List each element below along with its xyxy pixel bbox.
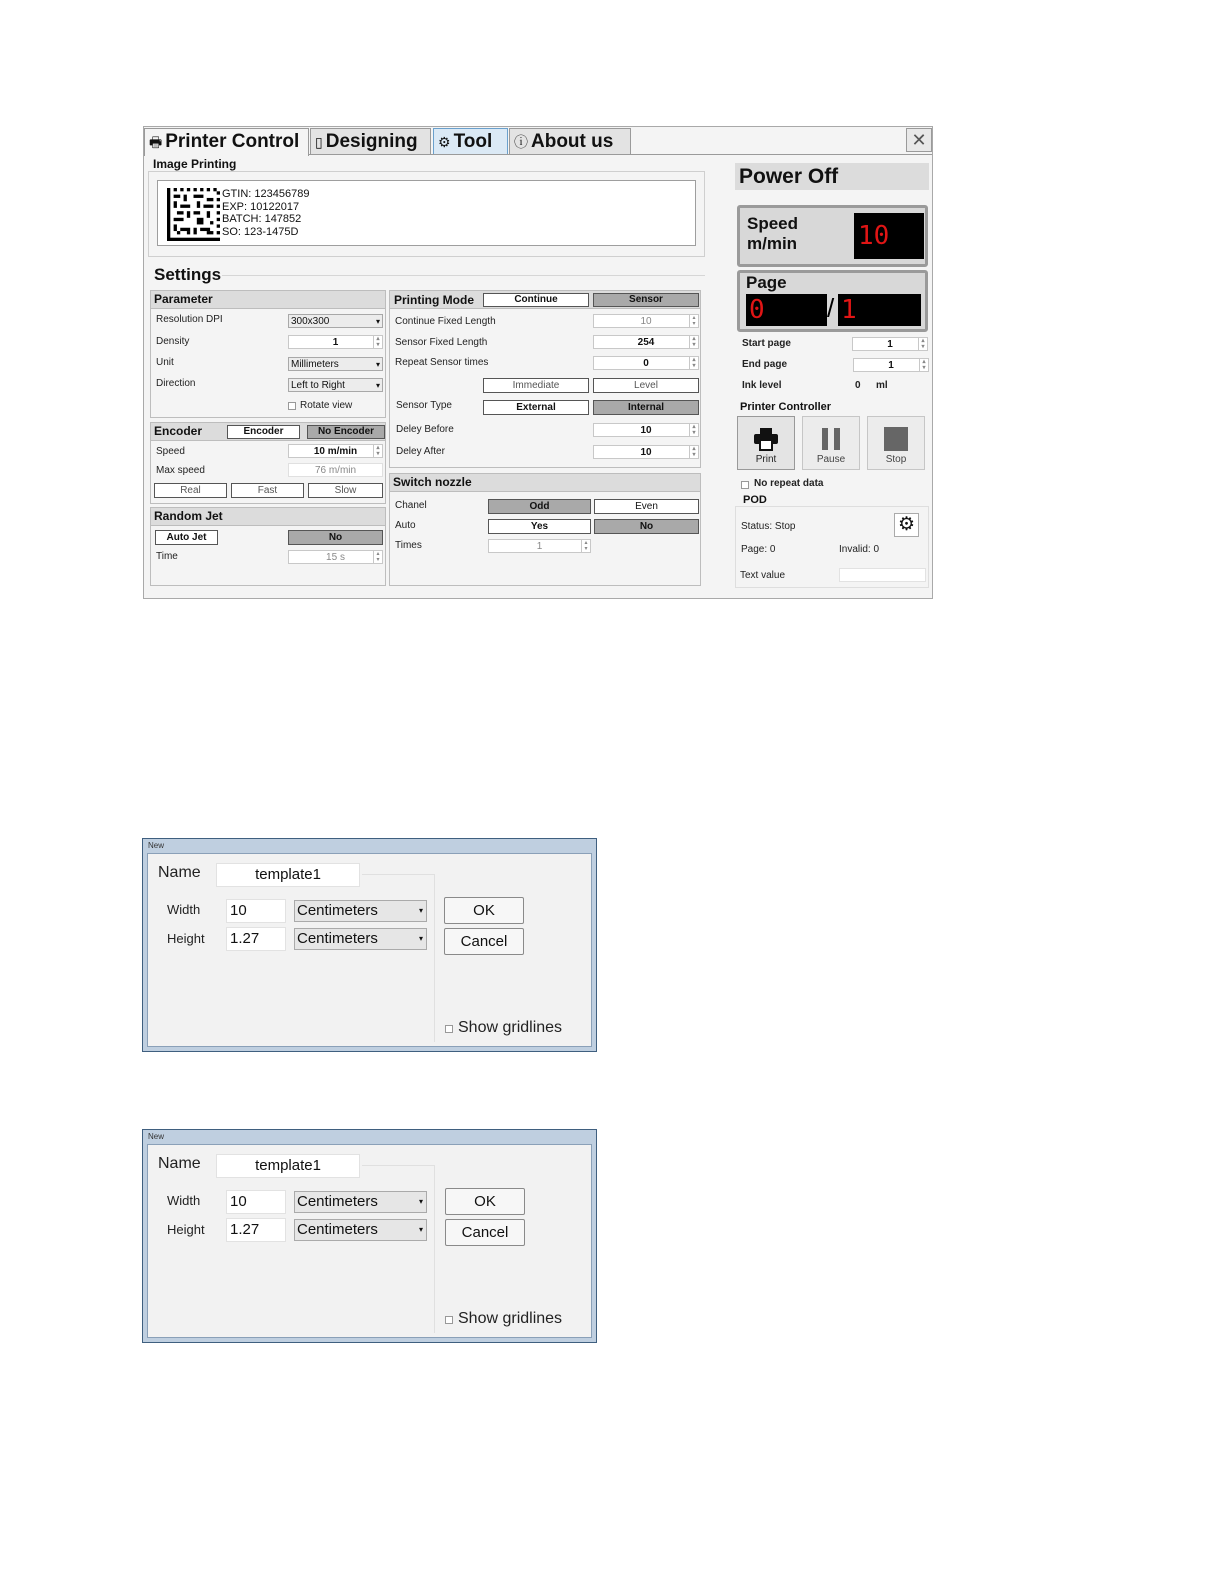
tab-bar (144, 127, 932, 155)
level-button[interactable]: Level (593, 378, 699, 393)
end-page-stepper[interactable] (853, 358, 929, 372)
odd-button[interactable]: Odd (488, 499, 591, 514)
repeat-sensor-times-value: 0 (643, 358, 649, 369)
end-page-label: End page (742, 359, 788, 370)
density-label: Density (156, 336, 190, 347)
pod-title: POD (743, 494, 767, 506)
sensor-fixed-length-value: 254 (637, 337, 655, 348)
repeat-sensor-times-label: Repeat Sensor times (395, 357, 489, 368)
width-input[interactable]: 10 (226, 1190, 286, 1214)
width-unit-select[interactable] (294, 1191, 427, 1213)
speed-display-label (747, 214, 798, 254)
printer-controller-title: Printer Controller (740, 401, 832, 413)
switch-nozzle-group (389, 473, 701, 586)
sensor-fixed-length-label: Sensor Fixed Length (395, 337, 488, 348)
delay-after-label: Deley After (396, 446, 445, 457)
parameter-group (150, 290, 386, 418)
pause-label: Pause (816, 454, 846, 465)
image-printing-title: Image Printing (153, 157, 237, 171)
sensor-type-label: Sensor Type (396, 400, 452, 411)
name-input[interactable]: template1 (216, 1154, 360, 1178)
close-button[interactable] (906, 128, 932, 152)
gears-icon: ⚙ (438, 134, 451, 150)
spinner-icon[interactable]: ▴ ▾ (373, 336, 382, 348)
tab-label: Tool (453, 131, 493, 152)
auto-yes-button[interactable]: Yes (488, 519, 591, 534)
cancel-button[interactable]: Cancel (444, 928, 524, 955)
show-gridlines-label: Show gridlines (458, 1310, 563, 1327)
page-display (737, 270, 928, 332)
pod-page: Page: 0 (741, 544, 776, 555)
delay-after-stepper[interactable] (593, 445, 699, 459)
unit-select[interactable] (288, 357, 383, 371)
resolution-select[interactable] (288, 314, 383, 328)
chevron-down-icon: ▾ (418, 934, 423, 943)
repeat-sensor-times-stepper[interactable] (593, 356, 699, 370)
chevron-down-icon: ▾ (418, 1197, 423, 1206)
auto-jet-button[interactable]: Auto Jet (155, 530, 218, 545)
no-encoder-button[interactable]: No Encoder (307, 425, 385, 439)
end-page-value: 1 (888, 360, 894, 371)
chevron-down-icon: ▾ (418, 1225, 423, 1234)
ok-button[interactable]: OK (445, 1188, 525, 1215)
random-jet-group (150, 507, 386, 586)
start-page-label: Start page (742, 338, 791, 349)
text-value-label: Text value (740, 570, 786, 581)
label-line: EXP: 10122017 (222, 200, 300, 213)
label-text-block (222, 188, 309, 238)
height-unit-select[interactable] (294, 928, 427, 950)
name-label: Name (158, 1155, 201, 1172)
direction-value: Left to Right (291, 380, 345, 391)
speed-display (737, 205, 928, 267)
height-unit-value: Centimeters (297, 930, 378, 947)
spinner-icon[interactable]: ▴ ▾ (919, 359, 928, 371)
height-input[interactable]: 1.27 (226, 1218, 286, 1242)
no-repeat-data-label: No repeat data (754, 478, 824, 489)
external-button[interactable]: External (483, 400, 589, 415)
stop-button[interactable] (867, 416, 925, 470)
unit-label: Unit (156, 357, 174, 368)
delay-before-value: 10 (640, 425, 652, 436)
time-label: Time (156, 551, 178, 562)
height-label: Height (167, 1222, 205, 1237)
printing-mode-title: Printing Mode (394, 293, 474, 307)
label-line: SO: 123-1475D (222, 225, 299, 238)
pause-button[interactable] (802, 416, 860, 470)
even-button[interactable]: Even (594, 499, 699, 514)
page-separator: / (827, 293, 835, 323)
density-stepper[interactable] (288, 335, 383, 349)
auto-no-button[interactable]: No (594, 519, 699, 534)
speed-label-line: Speed (747, 214, 799, 233)
random-jet-header: Random Jet (151, 508, 385, 526)
no-jet-button[interactable]: No (288, 530, 383, 545)
start-page-value: 1 (887, 339, 893, 350)
page-total-led: 1 (838, 294, 921, 326)
dialog-divider (434, 874, 435, 1042)
tab-label: Designing (325, 131, 418, 152)
tab-designing[interactable] (310, 128, 431, 154)
page-current-led: 0 (746, 294, 827, 326)
page-display-label: Page (746, 273, 787, 292)
encoder-header: Encoder (151, 423, 385, 441)
print-preview (157, 180, 696, 246)
sensor-button[interactable]: Sensor (593, 293, 699, 307)
width-label: Width (167, 902, 201, 917)
speed-value: 10 m/min (313, 446, 358, 457)
name-label: Name (158, 864, 201, 881)
dialog-body (147, 1144, 592, 1338)
chevron-down-icon: ▾ (375, 381, 380, 390)
no-repeat-data-checkbox[interactable] (741, 481, 749, 489)
print-button[interactable] (737, 416, 795, 470)
tab-printer-control[interactable] (144, 128, 309, 156)
power-status: Power Off (735, 163, 929, 190)
pause-icon (818, 427, 844, 451)
label-line: GTIN: 123456789 (222, 188, 310, 200)
pod-settings-button[interactable] (894, 513, 919, 537)
resolution-value: 300x300 (291, 316, 330, 327)
pod-invalid: Invalid: 0 (839, 544, 880, 555)
height-label: Height (167, 931, 205, 946)
switch-nozzle-header: Switch nozzle (390, 474, 700, 492)
encoder-button[interactable]: Encoder (227, 425, 300, 439)
density-value: 1 (332, 337, 339, 348)
printing-mode-group (389, 290, 701, 468)
continue-fixed-length-stepper[interactable] (593, 314, 699, 328)
rotate-view-label: Rotate view (300, 400, 353, 411)
dialog-divider (434, 1165, 435, 1333)
times-value: 1 (536, 541, 543, 552)
height-unit-value: Centimeters (297, 1221, 378, 1238)
cancel-button[interactable]: Cancel (445, 1219, 525, 1246)
dialog-divider (362, 1165, 434, 1166)
start-page-stepper[interactable] (852, 337, 928, 351)
pod-status: Status: Stop (741, 521, 796, 532)
spinner-icon[interactable]: ▴ ▾ (373, 551, 382, 563)
immediate-button[interactable]: Immediate (483, 378, 589, 393)
time-value: 15 s (326, 552, 345, 563)
speed-stepper[interactable] (288, 444, 383, 458)
max-speed-field: 76 m/min (288, 463, 383, 477)
stop-icon (883, 427, 909, 451)
spinner-icon[interactable]: ▴ ▾ (689, 315, 698, 327)
stop-label: Stop (885, 454, 907, 465)
width-input[interactable]: 10 (226, 899, 286, 923)
spinner-icon[interactable]: ▴ ▾ (689, 446, 698, 458)
continue-fixed-length-label: Continue Fixed Length (395, 316, 496, 327)
tab-label: Printer Control (165, 131, 300, 152)
dialog-divider (362, 874, 434, 875)
direction-select[interactable] (288, 378, 383, 392)
continue-fixed-length-value: 10 (640, 316, 652, 327)
sensor-fixed-length-stepper[interactable] (593, 335, 699, 349)
text-value-input[interactable] (839, 568, 926, 582)
new-template-dialog (142, 838, 597, 1052)
close-icon: ✕ (911, 130, 927, 150)
width-label: Width (167, 1193, 201, 1208)
speed-unit-line: m/min (747, 234, 798, 253)
settings-divider (222, 275, 705, 276)
spinner-icon[interactable]: ▴ ▾ (689, 424, 698, 436)
name-input[interactable]: template1 (216, 863, 360, 887)
internal-button[interactable]: Internal (593, 400, 699, 415)
auto-label: Auto (395, 520, 416, 531)
continue-button[interactable]: Continue (483, 293, 589, 307)
show-gridlines-checkbox[interactable] (445, 1316, 453, 1324)
fast-button[interactable]: Fast (231, 483, 304, 498)
height-input[interactable]: 1.27 (226, 927, 286, 951)
delay-after-value: 10 (640, 447, 652, 458)
time-stepper[interactable] (288, 550, 383, 564)
slow-button[interactable]: Slow (308, 483, 383, 498)
label-line: BATCH: 147852 (222, 213, 302, 225)
dialog-body (147, 853, 592, 1047)
max-speed-label: Max speed (156, 465, 205, 476)
chevron-down-icon: ▾ (375, 317, 380, 326)
dialog-title: New (148, 841, 165, 850)
settings-title: Settings (154, 265, 222, 284)
height-unit-select[interactable] (294, 1219, 427, 1241)
tab-tool[interactable] (433, 128, 508, 154)
info-icon: ⓘ (514, 134, 528, 150)
dialog-title: New (148, 1132, 165, 1141)
new-template-dialog (142, 1129, 597, 1343)
chevron-down-icon: ▾ (375, 360, 380, 369)
chanel-label: Chanel (395, 500, 427, 511)
print-label: Print (755, 454, 777, 465)
direction-label: Direction (156, 378, 196, 389)
chevron-down-icon: ▾ (418, 906, 423, 915)
spinner-icon[interactable]: ▴ ▾ (581, 540, 590, 552)
tab-label: About us (531, 131, 614, 152)
gear-icon: ⚙ (897, 514, 916, 535)
show-gridlines-checkbox[interactable] (445, 1025, 453, 1033)
width-unit-value: Centimeters (297, 1193, 378, 1210)
encoder-group (150, 422, 386, 504)
real-button[interactable]: Real (154, 483, 227, 498)
rotate-view-checkbox[interactable] (288, 402, 296, 410)
spinner-icon[interactable]: ▴ ▾ (373, 445, 382, 457)
width-unit-value: Centimeters (297, 902, 378, 919)
speed-led-value: 10 (854, 213, 924, 259)
width-unit-select[interactable] (294, 900, 427, 922)
tab-about[interactable] (509, 128, 631, 154)
ok-button[interactable]: OK (444, 897, 524, 924)
ink-level-value: 0 (855, 380, 861, 391)
datamatrix-barcode (167, 188, 220, 241)
speed-label: Speed (156, 446, 185, 457)
spinner-icon[interactable]: ▴ ▾ (689, 357, 698, 369)
unit-value: Millimeters (291, 359, 339, 370)
spinner-icon[interactable]: ▴ ▾ (918, 338, 927, 350)
parameter-header: Parameter (151, 291, 385, 309)
delay-before-label: Deley Before (396, 424, 454, 435)
delay-before-stepper[interactable] (593, 423, 699, 437)
printer-icon: 🖶 (149, 134, 163, 150)
spinner-icon[interactable]: ▴ ▾ (689, 336, 698, 348)
design-icon: ▯ (315, 134, 323, 150)
show-gridlines-label: Show gridlines (458, 1019, 563, 1036)
printer-icon (753, 427, 779, 451)
ink-level-label: Ink level (742, 380, 782, 391)
resolution-label: Resolution DPI (156, 314, 223, 325)
times-label: Times (395, 540, 422, 551)
ink-level-unit: ml (876, 380, 888, 391)
times-stepper[interactable] (488, 539, 591, 553)
